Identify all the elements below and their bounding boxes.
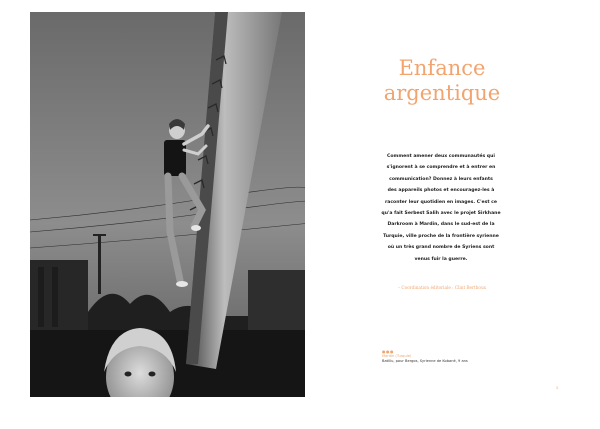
lead-line: Comment amener deux communautés qui [387, 154, 495, 159]
lead-line: raconter leur quotidien en images. C'est ce [384, 199, 498, 205]
lead-paragraph [366, 151, 516, 265]
lead-line: s'ignorent à se comprendre et à entrer en [386, 165, 496, 171]
lead-line: communication? Donnez à leurs enfants [389, 176, 493, 182]
lead-line: venus fuir la guerre. [414, 256, 468, 262]
lead-line: Turquie, ville proche de la frontière syrienne [383, 233, 499, 239]
caption-place: Mardin (Turquie) [382, 354, 412, 358]
title-line-1: Enfance [398, 56, 486, 80]
lead-line: où un très grand nombre de Syriens sont [387, 245, 495, 251]
lead-line: des appareils photos et encouragez-les à [387, 188, 495, 194]
title-line-2: argentique [383, 81, 501, 105]
black-and-white-photograph [30, 12, 305, 397]
caption-description: Batillu, pour Bergos, Syrienne de Kobané, 9 ans [382, 359, 468, 363]
lead-line: qu'a fait Serbest Salih avec le projet Sirkhane [381, 211, 501, 217]
lead-line: Darkroom à Mardin, dans le sud-est de la [387, 222, 495, 228]
article-title [352, 56, 532, 106]
caption-marker: ●●● [382, 349, 394, 354]
photo-caption [382, 349, 468, 364]
photo-illustration [30, 12, 305, 397]
page-number: 5 [556, 385, 559, 390]
editorial-credit: – Coordination éditoriale : Clint Berthoux [398, 285, 486, 290]
